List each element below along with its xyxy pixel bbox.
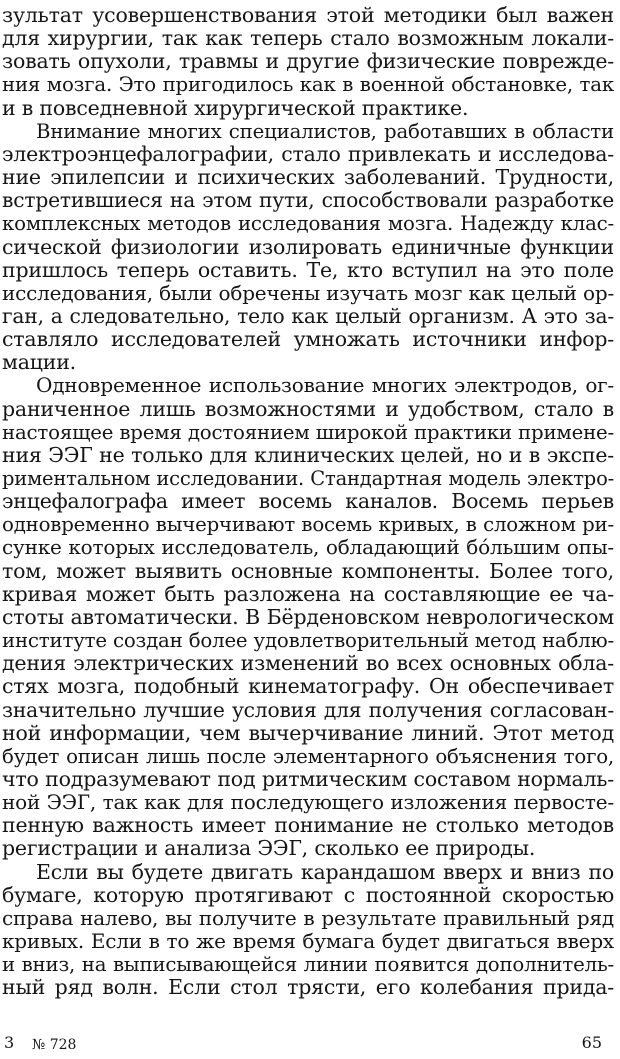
text-line: ган, а следовательно, тело как целый организм. А это за- <box>2 303 614 328</box>
page-number: 65 <box>581 1033 602 1052</box>
text-line: Одновременное использование многих электродов, ог- <box>36 373 614 398</box>
text-line: значительно лучшие условия для получения согласован- <box>2 697 614 722</box>
text-line: дения электрических изменений во всех основных обла- <box>2 651 614 676</box>
text-line: будет описан лишь после элементарного объяснения того, <box>2 744 614 768</box>
text-line: ной информации, чем вычерчивание линий. Этот метод <box>2 720 614 745</box>
text-line: стях мозга, подобный кинематографу. Он обеспечивает <box>2 674 614 699</box>
text-line: ный ряд волн. Если стол трясти, его колебания прида- <box>2 975 614 1000</box>
text-line: и вниз, на выписывающейся линии появится дополнитель- <box>2 953 614 977</box>
text-line: настоящее время достоянием широкой практики примене- <box>2 420 614 444</box>
text-line: бумаге, которую протягивают с постоянной скоростью <box>2 882 614 907</box>
text-line: ной ЭЭГ, так как для последующего изложения первосте- <box>2 790 614 815</box>
text-line: встретившиеся на этом пути, способствовали разработке <box>2 188 614 213</box>
text-line: ния ЭЭГ не только для клинических целей, но и в экспе- <box>2 442 614 467</box>
text-line: пенную важность имеет понимание не столько методов <box>2 813 614 838</box>
text-line: что подразумевают под ритмическим составом нормаль- <box>2 766 614 791</box>
text-line: Внимание многих специалистов, работавших в области <box>36 119 614 143</box>
text-line: справа налево, вы получите в результате правильный ряд <box>2 905 614 930</box>
text-line: зовать опухоли, травмы и другие физические поврежде- <box>2 49 614 74</box>
text-line: зультат усовершенствования этой методики был важен <box>2 3 614 27</box>
page-body <box>0 2 616 1002</box>
text-line: исследования, были обречены изучать мозг как целый ор- <box>2 280 614 305</box>
signature-number: 3 <box>4 1033 15 1052</box>
text-line: сической физиологии изолировать единичные функции <box>2 234 614 259</box>
signature-code: № 728 <box>32 1037 77 1053</box>
text-line: Если вы будете двигать карандашом вверх и вниз по <box>36 859 614 884</box>
text-line: ставляло исследователей умножать источники инфор- <box>2 327 614 352</box>
text-line: энцефалографа имеет восемь каналов. Восемь перьев <box>2 489 614 514</box>
text-line: стоты автоматически. В Бёрденовском неврологическом <box>2 604 614 629</box>
text-line: пришлось теперь оставить. Те, кто вступил на это поле <box>2 257 614 282</box>
text-line: и в повседневной хирургической практике. <box>2 95 469 120</box>
text-line: сунке которых исследователь, обладающий бо́льшим опы- <box>2 535 614 560</box>
text-line: комплексных методов исследования мозга. Надежду клас- <box>2 212 614 236</box>
text-line: регистрации и анализа ЭЭГ, сколько ее природы. <box>2 836 536 861</box>
page-footer <box>0 1030 620 1056</box>
text-line: институте создан более удовлетворительный метод наблю- <box>2 629 614 653</box>
text-line: для хирургии, так как теперь стало возможным локали- <box>2 26 614 51</box>
text-line: кривых. Если в то же время бумага будет двигаться вверх <box>2 929 614 953</box>
text-line: ние эпилепсии и психических заболеваний. Трудности, <box>2 165 614 190</box>
text-line: ния мозга. Это пригодилось как в военной обстановке, так <box>2 73 614 97</box>
text-line: кривая может быть разложена на составляющие ее ча- <box>2 581 614 606</box>
text-line: риментальном исследовании. Стандартная модель электро- <box>2 467 614 490</box>
text-line: том, может выявить основные компоненты. Более того, <box>2 558 614 583</box>
text-line: раниченное лишь возможностями и удобством, стало в <box>2 396 614 421</box>
text-line: мации. <box>2 350 76 375</box>
text-line: одновременно вычерчивают восемь кривых, в сложном ри- <box>2 513 614 537</box>
text-line: электроэнцефалографии, стало привлекать и исследова- <box>2 141 614 166</box>
